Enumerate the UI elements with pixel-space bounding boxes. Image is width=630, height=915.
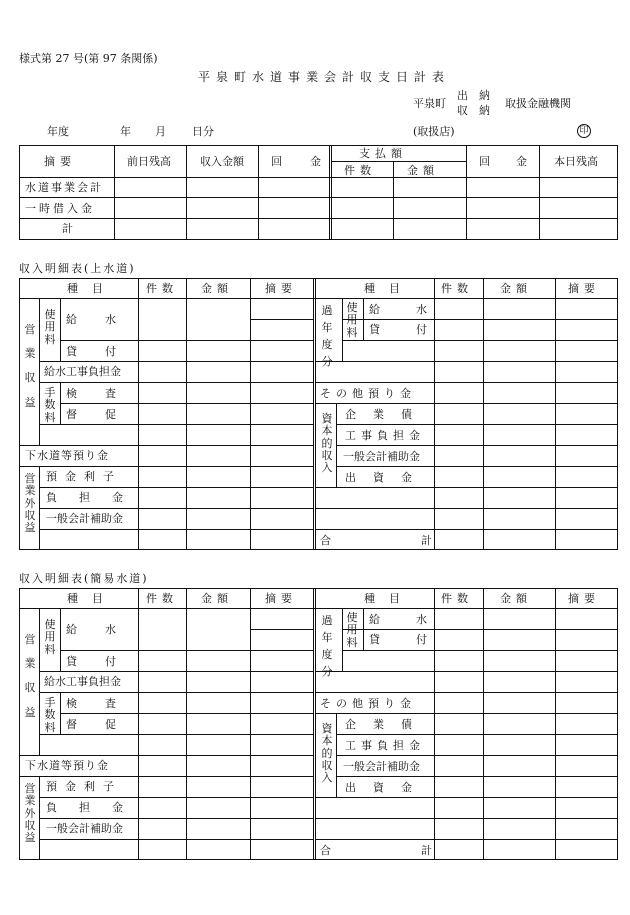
label-usage-fee: 使用料 [346, 611, 358, 649]
fiscal-year-label: 年度 [47, 125, 69, 138]
label-operating-revenue: 営業収益 [24, 633, 36, 719]
label-general-subsidy: 一般会計補助金 [46, 512, 123, 525]
summary-row-label: 一時借入金 [25, 202, 95, 215]
summary-row-label: 水道事業会計 [25, 181, 103, 194]
summary-header-kai2: 回 [479, 155, 490, 168]
label-fees: 手数料 [44, 386, 56, 424]
summary-header-kin: 金 [310, 155, 321, 168]
label-total: 合計 [320, 534, 522, 547]
col-header-remarks: 摘要 [568, 282, 600, 295]
col-header-count: 件数 [146, 282, 178, 295]
label-sewage-deposit: 下水道等預り金 [25, 449, 109, 462]
summary-header-kin2: 金 [516, 155, 527, 168]
label-capital-income: 資本的収入 [321, 722, 333, 785]
label-lending: 貸付 [369, 323, 463, 336]
label-other-deposit: その他預り金 [320, 697, 416, 710]
label-inspection: 検査 [66, 697, 144, 710]
label-other-deposit: その他預り金 [320, 387, 416, 400]
col-header-remarks: 摘要 [568, 592, 600, 605]
label-lending: 貸付 [66, 655, 144, 668]
summary-header-amount: 金額 [407, 164, 439, 177]
col-header-remarks: 摘要 [265, 592, 297, 605]
col-header-item: 種目 [67, 592, 117, 605]
summary-header-prev-balance: 前日残高 [127, 155, 171, 168]
label-supply-work: 給水工事負担金 [44, 675, 121, 688]
label-deposit-interest: 預金利子 [46, 780, 122, 793]
label-previous-year: 過年度分 [321, 304, 333, 369]
town-label: 平泉町 [413, 97, 446, 110]
month-label: 月 [155, 125, 166, 138]
label-sewage-deposit: 下水道等預り金 [25, 759, 109, 772]
label-deposit-interest: 預金利子 [46, 470, 122, 483]
label-contribution: 負担金 [46, 491, 145, 504]
label-water-supply: 給水 [369, 303, 463, 316]
col-header-amount: 金額 [500, 282, 532, 295]
summary-header-payment: 支払額 [359, 147, 407, 160]
label-non-operating: 営業外収益 [24, 472, 36, 535]
receive-label: 収 納 [457, 104, 490, 117]
label-construction-share: 工事負担金 [345, 429, 425, 442]
label-general-subsidy: 一般会計補助金 [343, 760, 420, 773]
col-header-remarks: 摘要 [265, 282, 297, 295]
label-reminder: 督促 [66, 718, 144, 731]
col-header-amount: 金額 [201, 592, 233, 605]
summary-header-count: 件数 [344, 164, 376, 177]
label-usage-fee: 使用料 [346, 301, 358, 339]
summary-header-income: 収入金額 [200, 155, 244, 168]
label-investment: 出資金 [345, 471, 429, 484]
col-header-item: 種目 [364, 282, 414, 295]
page-title: 平泉町水道事業会計収支日計表 [198, 70, 451, 84]
label-inspection: 検査 [66, 387, 144, 400]
institution-label: 取扱金融機関 [505, 97, 571, 110]
label-lending: 貸付 [66, 345, 144, 358]
section-title: 収入明細表(上水道) [19, 262, 136, 275]
col-header-amount: 金額 [500, 592, 532, 605]
label-supply-work: 給水工事負担金 [44, 365, 121, 378]
label-general-subsidy: 一般会計補助金 [46, 822, 123, 835]
label-water-supply: 給水 [369, 613, 463, 626]
label-previous-year: 過年度分 [321, 614, 333, 679]
label-usage-fee: 使用料 [44, 618, 56, 656]
form-number: 様式第 27 号(第 97 条関係) [19, 52, 158, 65]
summary-header-kai: 回 [271, 155, 282, 168]
col-header-count: 件数 [441, 592, 473, 605]
label-reminder: 督促 [66, 408, 144, 421]
label-contribution: 負担金 [46, 801, 145, 814]
label-fees: 手数料 [44, 696, 56, 734]
col-header-count: 件数 [441, 282, 473, 295]
summary-row-label: 計 [62, 222, 73, 235]
summary-header-tekiyo: 摘要 [44, 155, 76, 168]
label-enterprise-bond: 企業債 [345, 408, 429, 421]
dispense-label: 出 納 [457, 89, 490, 102]
col-header-count: 件数 [146, 592, 178, 605]
col-header-amount: 金額 [201, 282, 233, 295]
label-water-supply: 給水 [66, 623, 144, 636]
label-usage-fee: 使用料 [44, 308, 56, 346]
seal-icon: 印 [577, 124, 591, 138]
year-label: 年 [120, 125, 131, 138]
summary-header-today-balance: 本日残高 [554, 155, 598, 168]
label-lending: 貸付 [369, 633, 463, 646]
label-construction-share: 工事負担金 [345, 739, 425, 752]
label-investment: 出資金 [345, 781, 429, 794]
col-header-item: 種目 [364, 592, 414, 605]
day-label: 日分 [192, 125, 214, 138]
label-non-operating: 営業外収益 [24, 782, 36, 845]
label-enterprise-bond: 企業債 [345, 718, 429, 731]
label-general-subsidy: 一般会計補助金 [343, 450, 420, 463]
label-capital-income: 資本的収入 [321, 412, 333, 475]
col-header-item: 種目 [67, 282, 117, 295]
label-operating-revenue: 営業収益 [24, 323, 36, 409]
section-title: 収入明細表(簡易水道) [19, 572, 149, 585]
branch-label: (取扱店) [413, 125, 455, 138]
label-total: 合計 [320, 844, 522, 857]
label-water-supply: 給水 [66, 313, 144, 326]
